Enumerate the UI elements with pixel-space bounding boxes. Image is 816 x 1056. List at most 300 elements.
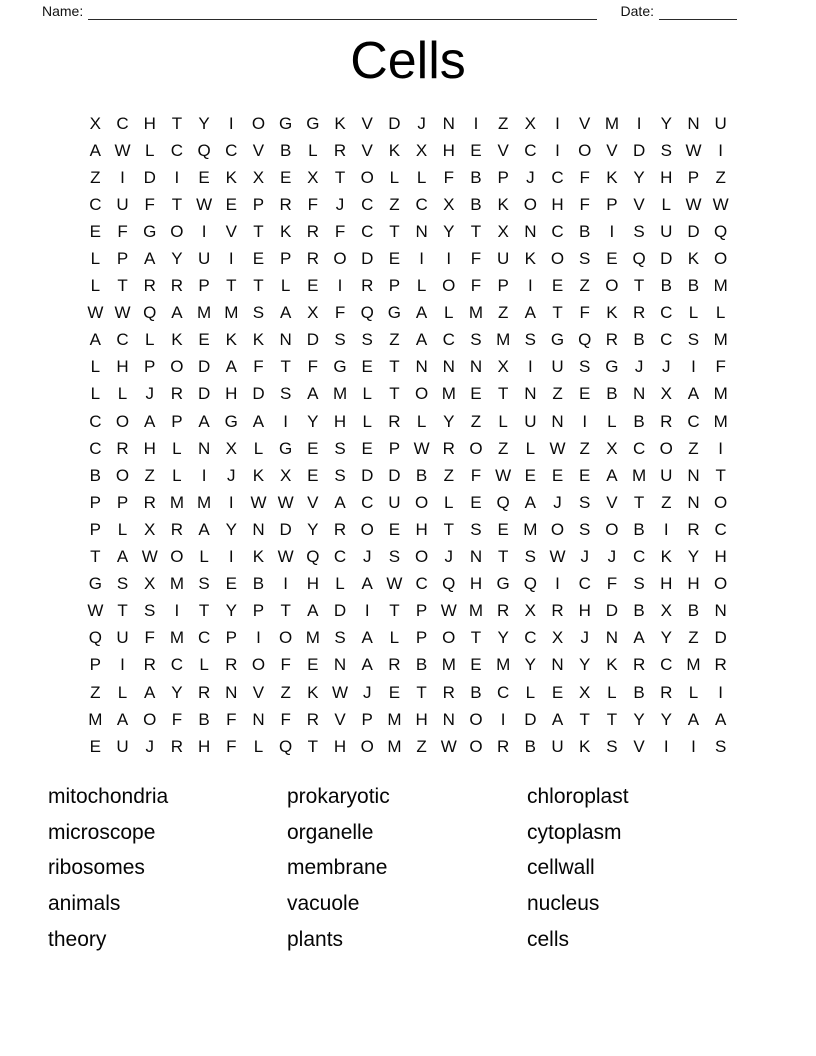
grid-letter: P bbox=[497, 167, 509, 187]
grid-letter: F bbox=[307, 194, 319, 214]
grid-letter: P bbox=[171, 411, 183, 431]
grid-letter: M bbox=[169, 628, 184, 648]
grid-letter: M bbox=[169, 492, 184, 512]
grid-letter: M bbox=[632, 465, 647, 485]
grid-letter: Z bbox=[90, 167, 101, 187]
grid-letter: X bbox=[415, 140, 428, 160]
grid-letter: L bbox=[199, 655, 209, 675]
grid-letter: C bbox=[660, 330, 673, 350]
grid-letter: P bbox=[89, 519, 102, 539]
grid-letter: Z bbox=[497, 303, 509, 323]
grid-letter: F bbox=[280, 655, 291, 675]
grid-letter: H bbox=[116, 357, 129, 377]
grid-letter: W bbox=[440, 601, 457, 621]
grid-letter: T bbox=[606, 709, 618, 729]
grid-letter: Q bbox=[578, 330, 592, 350]
grid-letter: R bbox=[388, 411, 401, 431]
grid-letter: S bbox=[144, 601, 156, 621]
grid-letter: B bbox=[633, 601, 645, 621]
grid-letter: N bbox=[333, 655, 347, 675]
grid-letter: Y bbox=[171, 249, 183, 269]
page-title: Cells bbox=[350, 32, 466, 90]
grid-letter: I bbox=[174, 167, 180, 187]
grid-letter: B bbox=[524, 736, 537, 756]
grid-letter: Q bbox=[496, 492, 510, 512]
grid-letter: X bbox=[606, 438, 618, 458]
grid-letter: A bbox=[144, 682, 156, 702]
grid-letter: S bbox=[714, 736, 727, 756]
grid-letter: M bbox=[197, 303, 212, 323]
grid-letter: L bbox=[498, 411, 508, 431]
grid-letter: O bbox=[251, 655, 266, 675]
word-item: animals bbox=[48, 892, 121, 916]
word-item: mitochondria bbox=[48, 785, 169, 808]
grid-letter: R bbox=[660, 411, 673, 431]
grid-letter: R bbox=[306, 221, 319, 241]
grid-letter: A bbox=[334, 492, 346, 512]
grid-letter: S bbox=[334, 330, 346, 350]
word-item: cellwall bbox=[527, 856, 595, 880]
grid-letter: O bbox=[605, 519, 619, 539]
grid-letter: R bbox=[442, 682, 455, 702]
grid-letter: P bbox=[388, 438, 401, 458]
grid-letter: A bbox=[687, 709, 700, 729]
grid-letter: N bbox=[687, 492, 700, 512]
grid-letter: R bbox=[361, 276, 374, 296]
grid-letter: I bbox=[663, 519, 669, 539]
grid-letter: K bbox=[687, 249, 700, 269]
grid-letter: K bbox=[579, 736, 591, 756]
grid-letter: D bbox=[333, 601, 347, 621]
grid-letter: T bbox=[579, 709, 590, 729]
grid-letter: C bbox=[660, 303, 673, 323]
date-label: Date: bbox=[620, 3, 654, 19]
grid-letter: O bbox=[659, 438, 673, 458]
grid-letter: P bbox=[89, 655, 102, 675]
grid-letter: C bbox=[89, 438, 102, 458]
grid-letter: N bbox=[252, 709, 265, 729]
grid-letter: N bbox=[469, 547, 483, 567]
grid-letter: X bbox=[497, 221, 509, 241]
grid-letter: L bbox=[444, 303, 454, 323]
grid-letter: H bbox=[415, 709, 428, 729]
grid-letter: X bbox=[89, 113, 102, 133]
grid-letter: A bbox=[307, 601, 319, 621]
grid-letter: W bbox=[495, 465, 512, 485]
grid-letter: O bbox=[143, 709, 157, 729]
grid-letter: N bbox=[551, 411, 564, 431]
grid-letter: X bbox=[660, 384, 672, 404]
grid-letter: P bbox=[116, 492, 129, 512]
grid-letter: T bbox=[117, 601, 128, 621]
grid-letter: A bbox=[89, 140, 102, 160]
grid-letter: Y bbox=[307, 519, 319, 539]
grid-letter: M bbox=[713, 384, 728, 404]
grid-letter: U bbox=[551, 357, 564, 377]
grid-letter: V bbox=[606, 140, 618, 160]
grid-letter: T bbox=[416, 682, 427, 702]
grid-letter: B bbox=[279, 140, 292, 160]
grid-letter: A bbox=[307, 384, 319, 404]
grid-letter: L bbox=[253, 438, 264, 458]
grid-letter: H bbox=[306, 574, 319, 594]
grid-letter: A bbox=[361, 574, 373, 594]
grid-letter: J bbox=[444, 547, 454, 567]
grid-letter: T bbox=[497, 547, 509, 567]
grid-letter: U bbox=[116, 194, 129, 214]
grid-letter: J bbox=[227, 465, 236, 485]
grid-letter: F bbox=[606, 574, 618, 594]
grid-letter: I bbox=[555, 113, 560, 133]
grid-letter: O bbox=[360, 519, 374, 539]
word-item: chloroplast bbox=[527, 785, 629, 808]
grid-letter: C bbox=[551, 167, 564, 187]
grid-letter: L bbox=[688, 303, 699, 323]
grid-letter: J bbox=[362, 547, 372, 567]
grid-letter: Y bbox=[171, 682, 183, 702]
grid-letter: F bbox=[334, 303, 346, 323]
grid-letter: I bbox=[718, 140, 724, 160]
grid-letter: Z bbox=[470, 411, 482, 431]
grid-letter: F bbox=[117, 221, 128, 241]
word-item: prokaryotic bbox=[287, 785, 390, 808]
grid-letter: J bbox=[580, 628, 589, 648]
grid-letter: K bbox=[524, 249, 537, 269]
grid-letter: F bbox=[144, 628, 155, 648]
grid-letter: W bbox=[332, 682, 349, 702]
grid-letter: P bbox=[225, 628, 237, 648]
grid-letter: E bbox=[225, 574, 237, 594]
grid-letter: P bbox=[116, 249, 129, 269]
grid-letter: Q bbox=[442, 574, 456, 594]
grid-letter: S bbox=[579, 492, 591, 512]
grid-letter: X bbox=[307, 167, 319, 187]
grid-letter: I bbox=[228, 547, 234, 567]
grid-letter: L bbox=[525, 682, 536, 702]
grid-letter: N bbox=[524, 221, 537, 241]
grid-letter: L bbox=[389, 167, 400, 187]
word-column bbox=[48, 779, 287, 958]
grid-letter: Z bbox=[280, 682, 291, 702]
grid-letter: R bbox=[497, 736, 510, 756]
grid-letter: R bbox=[632, 655, 646, 675]
grid-letter: H bbox=[333, 411, 347, 431]
grid-letter: G bbox=[143, 221, 157, 241]
grid-letter: A bbox=[361, 655, 373, 675]
grid-letter: H bbox=[143, 438, 156, 458]
grid-letter: J bbox=[553, 492, 562, 512]
grid-letter: A bbox=[144, 411, 156, 431]
grid-letter: L bbox=[117, 682, 128, 702]
grid-letter: L bbox=[525, 438, 536, 458]
grid-letter: K bbox=[660, 547, 672, 567]
grid-letter: Q bbox=[714, 221, 728, 241]
grid-letter: C bbox=[687, 411, 700, 431]
grid-letter: R bbox=[225, 655, 238, 675]
grid-letter: C bbox=[197, 628, 211, 648]
grid-letter: M bbox=[387, 736, 402, 756]
word-item: ribosomes bbox=[48, 856, 145, 880]
grid-letter: C bbox=[361, 492, 374, 512]
grid-letter: B bbox=[470, 682, 482, 702]
grid-letter: O bbox=[170, 221, 184, 241]
grid-letter: M bbox=[169, 574, 184, 594]
grid-letter: F bbox=[226, 709, 237, 729]
grid-letter: C bbox=[632, 438, 646, 458]
grid-letter: F bbox=[579, 167, 590, 187]
grid-letter: N bbox=[469, 357, 483, 377]
grid-letter: I bbox=[555, 574, 560, 594]
grid-letter: K bbox=[225, 330, 237, 350]
grid-letter: O bbox=[578, 140, 592, 160]
grid-letter: S bbox=[334, 628, 346, 648]
grid-letter: I bbox=[691, 357, 696, 377]
grid-letter: J bbox=[526, 167, 535, 187]
grid-letter: T bbox=[171, 194, 183, 214]
word-grid bbox=[82, 110, 735, 760]
grid-letter: E bbox=[388, 519, 401, 539]
grid-letter: S bbox=[252, 303, 265, 323]
grid-letter: S bbox=[361, 330, 373, 350]
grid-letter: D bbox=[605, 601, 619, 621]
word-item: nucleus bbox=[527, 892, 600, 916]
grid-letter: O bbox=[170, 547, 184, 567]
grid-letter: L bbox=[90, 276, 101, 296]
grid-letter: R bbox=[333, 140, 347, 160]
grid-letter: K bbox=[225, 167, 237, 187]
grid-letter: L bbox=[144, 140, 155, 160]
grid-letter: D bbox=[687, 221, 700, 241]
grid-letter: F bbox=[715, 357, 726, 377]
grid-letter: E bbox=[307, 655, 319, 675]
grid-letter: U bbox=[197, 249, 211, 269]
grid-letter: Z bbox=[552, 384, 563, 404]
grid-letter: P bbox=[361, 709, 373, 729]
grid-letter: S bbox=[687, 330, 700, 350]
grid-letter: Z bbox=[661, 492, 672, 512]
grid-letter: R bbox=[660, 682, 673, 702]
grid-letter: U bbox=[524, 411, 537, 431]
grid-letter: P bbox=[415, 628, 428, 648]
grid-letter: J bbox=[580, 547, 589, 567]
grid-letter: A bbox=[551, 709, 564, 729]
grid-letter: T bbox=[470, 628, 482, 648]
grid-letter: L bbox=[308, 140, 318, 160]
grid-letter: C bbox=[333, 547, 347, 567]
word-item: membrane bbox=[287, 856, 388, 880]
grid-letter: M bbox=[496, 655, 511, 675]
grid-letter: B bbox=[633, 519, 645, 539]
grid-letter: T bbox=[552, 303, 563, 323]
grid-letter: E bbox=[470, 492, 482, 512]
grid-letter: K bbox=[252, 547, 265, 567]
grid-letter: N bbox=[442, 113, 455, 133]
grid-letter: H bbox=[197, 736, 211, 756]
grid-letter: X bbox=[524, 601, 537, 621]
grid-letter: M bbox=[441, 655, 456, 675]
grid-letter: B bbox=[415, 465, 428, 485]
grid-letter: E bbox=[551, 682, 564, 702]
grid-letter: S bbox=[334, 438, 346, 458]
grid-letter: I bbox=[120, 167, 125, 187]
grid-letter: I bbox=[256, 628, 261, 648]
grid-letter: Z bbox=[497, 438, 509, 458]
grid-letter: T bbox=[117, 276, 128, 296]
grid-letter: G bbox=[279, 113, 293, 133]
grid-letter: J bbox=[417, 113, 426, 133]
grid-letter: X bbox=[144, 574, 156, 594]
grid-letter: K bbox=[334, 113, 346, 133]
grid-letter: C bbox=[361, 221, 374, 241]
grid-letter: P bbox=[89, 492, 102, 512]
grid-letter: C bbox=[415, 194, 428, 214]
grid-letter: P bbox=[415, 601, 428, 621]
grid-letter: I bbox=[473, 113, 479, 133]
grid-letter: E bbox=[551, 276, 564, 296]
grid-letter: Z bbox=[579, 276, 590, 296]
grid-letter: R bbox=[197, 682, 211, 702]
word-list bbox=[48, 779, 776, 958]
grid-letter: Q bbox=[143, 303, 157, 323]
grid-letter: W bbox=[87, 601, 104, 621]
grid-letter: A bbox=[198, 519, 210, 539]
grid-letter: I bbox=[283, 574, 289, 594]
grid-letter: N bbox=[632, 384, 646, 404]
grid-letter: W bbox=[87, 303, 104, 323]
grid-letter: K bbox=[252, 330, 265, 350]
grid-letter: M bbox=[713, 276, 728, 296]
grid-letter: R bbox=[170, 736, 184, 756]
grid-letter: Y bbox=[633, 709, 645, 729]
grid-letter: M bbox=[523, 519, 538, 539]
grid-letter: F bbox=[579, 303, 590, 323]
header bbox=[42, 2, 737, 20]
grid-letter: E bbox=[198, 167, 210, 187]
grid-letter: U bbox=[551, 736, 564, 756]
grid-letter: M bbox=[468, 601, 484, 621]
grid-letter: O bbox=[251, 113, 266, 133]
grid-letter: D bbox=[714, 628, 727, 648]
grid-letter: W bbox=[685, 140, 702, 160]
grid-letter: O bbox=[442, 628, 456, 648]
grid-letter: Y bbox=[443, 411, 455, 431]
grid-letter: V bbox=[633, 194, 645, 214]
grid-letter: A bbox=[606, 465, 618, 485]
grid-letter: T bbox=[389, 357, 400, 377]
grid-letter: D bbox=[306, 330, 319, 350]
grid-letter: X bbox=[252, 167, 265, 187]
grid-letter: W bbox=[250, 492, 267, 512]
grid-letter: D bbox=[361, 249, 374, 269]
grid-letter: K bbox=[606, 167, 618, 187]
grid-letter: Q bbox=[360, 303, 374, 323]
grid-letter: M bbox=[686, 655, 701, 675]
grid-letter: I bbox=[691, 736, 696, 756]
grid-letter: Y bbox=[497, 628, 509, 648]
grid-letter: Z bbox=[443, 465, 454, 485]
grid-letter: S bbox=[633, 574, 645, 594]
grid-letter: J bbox=[634, 357, 644, 377]
grid-letter: B bbox=[470, 167, 482, 187]
grid-letter: T bbox=[280, 357, 291, 377]
grid-letter: L bbox=[416, 411, 427, 431]
grid-letter: E bbox=[524, 465, 537, 485]
grid-letter: L bbox=[335, 574, 345, 594]
grid-letter: C bbox=[524, 628, 537, 648]
grid-letter: L bbox=[416, 167, 427, 187]
grid-letter: V bbox=[361, 113, 373, 133]
grid-letter: M bbox=[305, 628, 320, 648]
grid-letter: R bbox=[143, 276, 156, 296]
grid-letter: L bbox=[253, 736, 264, 756]
name-label: Name: bbox=[42, 3, 84, 19]
grid-letter: E bbox=[307, 465, 319, 485]
grid-letter: G bbox=[333, 357, 347, 377]
grid-letter: E bbox=[470, 655, 482, 675]
grid-letter: S bbox=[470, 330, 482, 350]
grid-letter: M bbox=[468, 303, 484, 323]
grid-letter: H bbox=[714, 547, 727, 567]
grid-letter: R bbox=[632, 303, 646, 323]
grid-letter: X bbox=[307, 303, 319, 323]
grid-letter: Y bbox=[225, 601, 237, 621]
grid-letter: L bbox=[144, 330, 155, 350]
grid-letter: P bbox=[252, 194, 265, 214]
grid-letter: Y bbox=[687, 547, 700, 567]
grid-letter: S bbox=[470, 519, 482, 539]
grid-letter: P bbox=[144, 357, 156, 377]
grid-letter: O bbox=[523, 194, 537, 214]
grid-letter: M bbox=[713, 411, 728, 431]
grid-letter: J bbox=[145, 736, 154, 756]
grid-letter: S bbox=[279, 384, 292, 404]
grid-letter: I bbox=[609, 221, 615, 241]
grid-letter: D bbox=[524, 709, 537, 729]
grid-letter: L bbox=[607, 682, 617, 702]
grid-letter: R bbox=[170, 519, 184, 539]
grid-letter: O bbox=[279, 628, 293, 648]
grid-letter: B bbox=[470, 194, 482, 214]
grid-letter: Q bbox=[279, 736, 293, 756]
grid-letter: Q bbox=[523, 574, 537, 594]
word-column bbox=[287, 779, 527, 958]
grid-letter: X bbox=[225, 438, 237, 458]
grid-letter: T bbox=[389, 601, 400, 621]
grid-letter: L bbox=[661, 194, 672, 214]
grid-letter: A bbox=[524, 303, 537, 323]
grid-letter: O bbox=[469, 438, 483, 458]
grid-letter: H bbox=[551, 194, 564, 214]
grid-letter: E bbox=[606, 249, 618, 269]
grid-letter: G bbox=[496, 574, 510, 594]
grid-letter: A bbox=[361, 628, 373, 648]
name-blank-line bbox=[88, 3, 596, 20]
grid-letter: Q bbox=[632, 249, 646, 269]
grid-letter: G bbox=[88, 574, 102, 594]
grid-letter: O bbox=[360, 167, 374, 187]
grid-letter: P bbox=[198, 276, 210, 296]
grid-letter: M bbox=[88, 709, 103, 729]
grid-letter: K bbox=[606, 303, 618, 323]
grid-letter: D bbox=[143, 167, 156, 187]
grid-letter: Z bbox=[389, 330, 400, 350]
grid-letter: T bbox=[633, 492, 645, 512]
grid-letter: S bbox=[334, 465, 346, 485]
grid-letter: T bbox=[253, 276, 264, 296]
grid-letter: Y bbox=[524, 655, 537, 675]
grid-letter: B bbox=[660, 276, 672, 296]
grid-letter: C bbox=[116, 113, 129, 133]
